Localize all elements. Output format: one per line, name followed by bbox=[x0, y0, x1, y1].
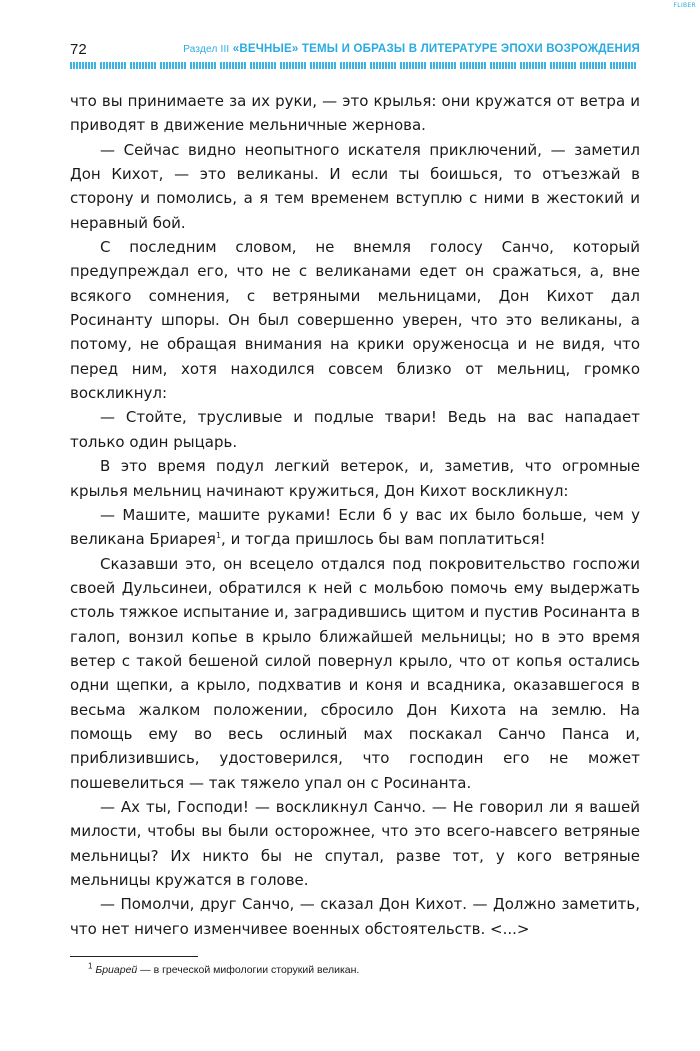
paragraph-8: — Ах ты, Господи! — воскликнул Санчо. — Не говорил ли я вашей милости, чтобы вы были осторожнее, что это всего-навсего ветряные мельницы? Их никто бы не спутал, разве тот, у кого ветряные мельницы кружатся в голове. bbox=[70, 797, 640, 889]
paragraph-9: — Помолчи, друг Санчо, — сказал Дон Кихот. — Должно заметить, что нет ничего изменчивее военных обстоятельств. <...> bbox=[70, 895, 640, 938]
footnote-reference[interactable]: 1 bbox=[215, 531, 222, 541]
section-label: Раздел III bbox=[183, 44, 230, 55]
header-dotted-rule bbox=[70, 62, 640, 69]
running-title: «ВЕЧНЫЕ» ТЕМЫ И ОБРАЗЫ В ЛИТЕРАТУРЕ ЭПОХИ ВОЗРОЖДЕНИЯ bbox=[229, 43, 640, 55]
paragraph-4: — Стойте, трусливые и подлые твари! Ведь на вас нападает только один рыцарь. bbox=[70, 408, 640, 451]
paragraph-1: что вы принимаете за их руки, — это крылья: они кружатся от ветра и приводят в движение мельничные жернова. bbox=[70, 92, 640, 135]
footnote-term: Бриарей bbox=[95, 964, 138, 976]
paragraph-7: Сказавши это, он всецело отдался под покровительство госпожи своей Дульсинеи, обратился к ней с мольбою помочь ему выдержать столь тяжкое испытание и, заградившись щитом и пустив Росинанта в галоп, вонзил копье в крыло ближайшей мельницы; но в это время ветер с такой бешеной силой повернул крыло, что от копья остались одни щепки, а крыло, подхватив и коня и всадника, оказавшегося в весьма жалком положении, сбросило Дон Кихота на землю. На помощь ему во весь ослиный мах поскакал Санчо Панса и, приблизившись, удостоверился, что господин его не может пошевелиться — так тяжело упал он с Росинанта. bbox=[70, 554, 640, 792]
body-text bbox=[70, 89, 640, 941]
page-number: 72 bbox=[70, 41, 87, 58]
paragraph-3: С последним словом, не внемля голосу Санчо, который предупреждал его, что не с великанами едет он сражаться, а, вне всякого сомнения, с ветряными мельницами, Дон Кихот дал Росинанту шпоры. Он был совершенно уверен, что это великаны, а потому, не обращая внимания на крики оруженосца и не видя, что перед ним, хотя находился совсем близко от мельниц, громко воскликнул: bbox=[70, 238, 640, 403]
paragraph-6-start: — Машите, машите руками! Если б у вас их было больше, чем у великана Бриарея bbox=[70, 505, 640, 549]
paragraph-6-end: , и тогда пришлось бы вам поплатиться! bbox=[221, 530, 546, 549]
page-header bbox=[70, 40, 640, 62]
footnote-divider bbox=[70, 956, 198, 957]
footnote-text: — в греческой мифологии сторукий великан. bbox=[137, 964, 360, 976]
paragraph-2: — Сейчас видно неопытного искателя приключений, — заметил Дон Кихот, — это великаны. И если ты боишься, то отъезжай в сторону и помолись, а я тем временем вступлю с ними в жестокий и неравный бой. bbox=[70, 140, 640, 232]
footnote bbox=[88, 962, 640, 978]
paragraph-5: В это время подул легкий ветерок, и, заметив, что огромные крылья мельниц начинают кружиться, Дон Кихот воскликнул: bbox=[70, 457, 640, 500]
footnote-mark: 1 bbox=[88, 961, 93, 971]
running-head bbox=[183, 43, 640, 55]
paragraph-6 bbox=[70, 503, 640, 552]
corner-watermark: FLIBER bbox=[673, 2, 696, 9]
